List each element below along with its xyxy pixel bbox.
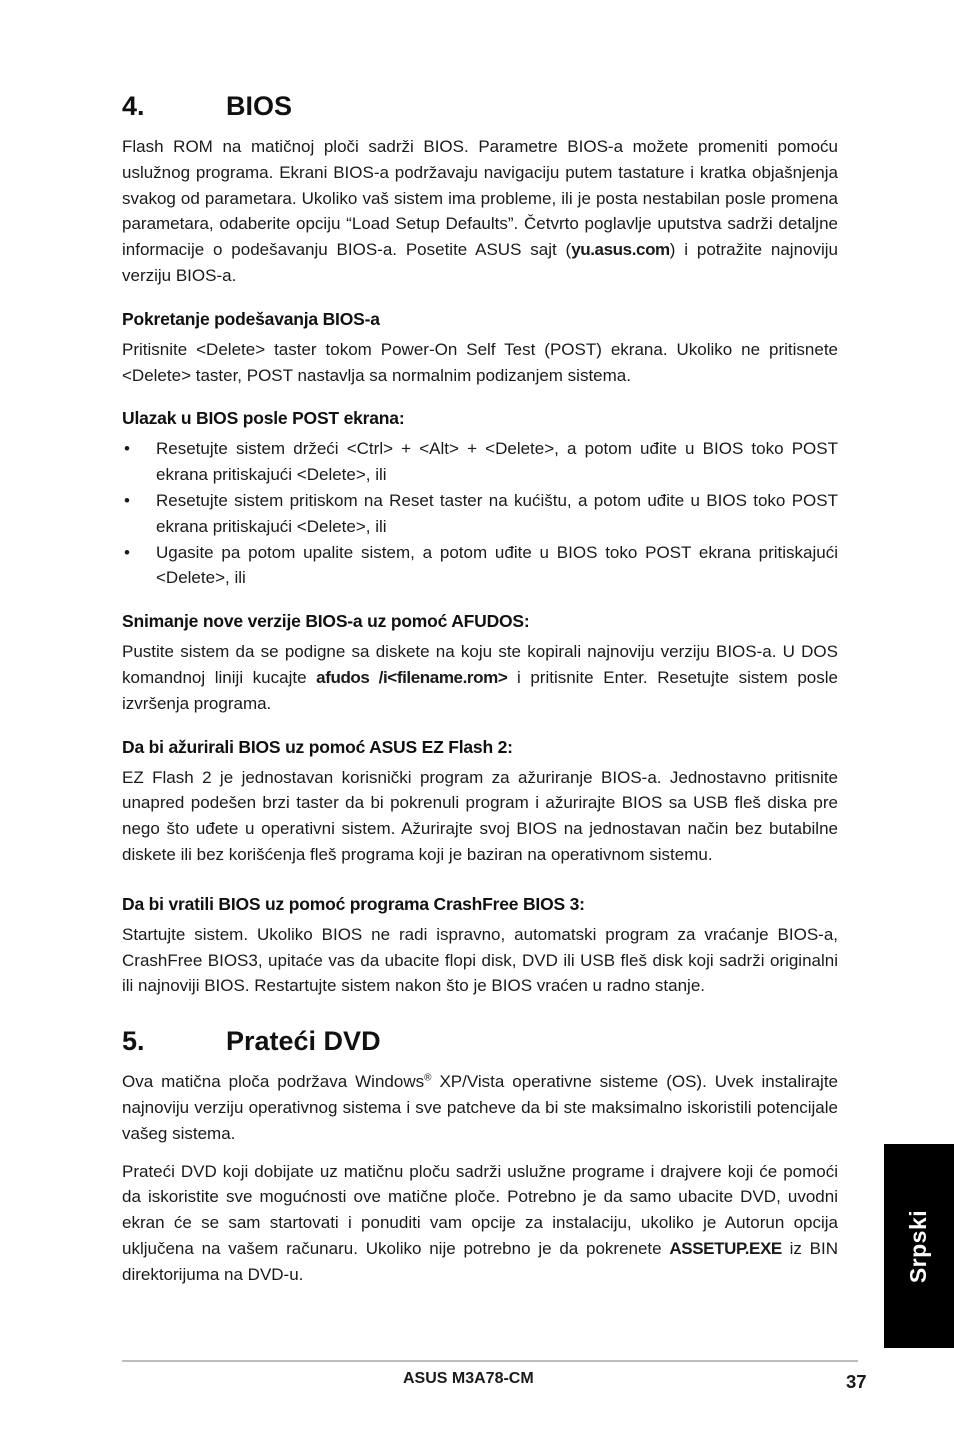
section-5-heading: [122, 1023, 838, 1059]
after-post-list: [122, 436, 838, 591]
section-4-number: 4.: [122, 91, 145, 121]
registered-mark: ®: [424, 1072, 432, 1084]
subheading-bios-setup: Pokretanje podešavanja BIOS-a: [122, 308, 380, 329]
section-5-title: Prateći DVD: [226, 1026, 381, 1057]
language-label: Srpski: [905, 1209, 932, 1283]
bullet: •: [124, 490, 130, 510]
section-5-paragraph-1: Ova matična ploča podržava Windows® XP/Vista operativne sisteme (OS). Uvek instalirajte najnoviju verziju operativnog sistema i sve patcheve da bi ste maksimalno iskoristili potencijale vašeg sistema.: [122, 1072, 838, 1143]
list-item: • Resetujte sistem pritiskom na Reset taster na kućištu, a potom uđite u BIOS toko POST ekrana pritiskajući <Delete>, ili: [122, 488, 838, 540]
language-side-tab: [884, 1144, 954, 1348]
section-4-intro: Flash ROM na matičnoj ploči sadrži BIOS. Parametre BIOS-a možete promeniti pomoću uslužnog programa. Ekrani BIOS-a podržavaju navigaciju putem tastature i kratka objašnjenja svakog od parametara. Ukoliko vaš sistem ima probleme, ili je posta nestabilan posle promena parametara, odaberite opciju “Load Setup Defaults”. Četvrto poglavlje uputstva sadrži detaljne informacije o podešavanju BIOS-a. Posetite ASUS sajt (yu.asus.com) i potražite najnoviju verziju BIOS-a.: [122, 137, 838, 285]
footer-model-name: ASUS M3A78-CM: [403, 1370, 534, 1387]
bullet: •: [124, 542, 130, 562]
section-5-number: 5.: [122, 1026, 145, 1057]
afudos-text: Pustite sistem da se podigne sa diskete na koju ste kopirali najnoviju verziju BIOS-a. U DOS komandnoj liniji kucajte afudos /i<filename.rom> i pritisnite Enter. Resetujte sistem posle izvršenja programa.: [122, 642, 838, 713]
subheading-crashfree: Da bi vratili BIOS uz pomoć programa CrashFree BIOS 3:: [122, 893, 585, 914]
bullet: •: [124, 439, 130, 459]
subheading-ez-flash: Da bi ažurirali BIOS uz pomoć ASUS EZ Flash 2:: [122, 736, 513, 757]
section-4-heading: [122, 88, 838, 124]
assetup-command: ASSETUP.EXE: [669, 1238, 782, 1258]
ez-flash-text: EZ Flash 2 je jednostavan korisnički program za ažuriranje BIOS-a. Jednostavno pritisnite unapred podešen brzi taster da bi pokrenuli program i ažurirajte BIOS sa USB fleš diska pre nego što uđete u operativni sistem. Ažurirajte svoj BIOS na jednostavan način bez butabilne diskete ili bez korišćenja fleš programa koji je baziran na operativnom sistemu.: [122, 767, 838, 864]
section-5-paragraph-2: Prateći DVD koji dobijate uz matičnu ploču sadrži uslužne programe i drajvere koji će pomoći da iskoristite sve mogućnosti ove matične ploče. Potrebno je da samo ubacite DVD, uvodni ekran će se sam startovati i ponuditi vam opcije za instalaciju, ukoliko je Autorun opcija uključena na vašem računaru. Ukoliko nije potrebno je da pokrenete ASSETUP.EXE iz BIN direktorijuma na DVD-u.: [122, 1161, 838, 1284]
subheading-after-post: Ulazak u BIOS posle POST ekrana:: [122, 408, 405, 429]
footer-divider: [122, 1360, 858, 1362]
subheading-afudos: Snimanje nove verzije BIOS-a uz pomoć AFUDOS:: [122, 611, 530, 632]
section-4-title: BIOS: [226, 91, 293, 121]
bios-setup-text: Pritisnite <Delete> taster tokom Power-On Self Test (POST) ekrana. Ukoliko ne pritisnete <Delete> taster, POST nastavlja sa normalnim podizanjem sistema.: [122, 339, 838, 385]
list-item: • Ugasite pa potom upalite sistem, a potom uđite u BIOS toko POST ekrana pritiskajući <Delete>, ili: [122, 540, 838, 592]
list-item: • Resetujte sistem držeći <Ctrl> + <Alt> + <Delete>, a potom uđite u BIOS toko POST ekrana pritiskajući <Delete>, ili: [122, 436, 838, 488]
afudos-command: afudos /i<filename.rom>: [316, 667, 508, 687]
footer-page-number: 37: [846, 1371, 867, 1392]
asus-site-link[interactable]: yu.asus.com: [571, 240, 670, 260]
page-content: [122, 88, 838, 1288]
crashfree-text: Startujte sistem. Ukoliko BIOS ne radi ispravno, automatski program za vraćanje BIOS-a, CrashFree BIOS3, upitaće vas da ubacite flopi disk, DVD ili USB fleš disk koji sadrži originalni ili najnoviji BIOS. Restartujte sistem nakon što je BIOS vraćen u radno stanje.: [122, 924, 838, 996]
